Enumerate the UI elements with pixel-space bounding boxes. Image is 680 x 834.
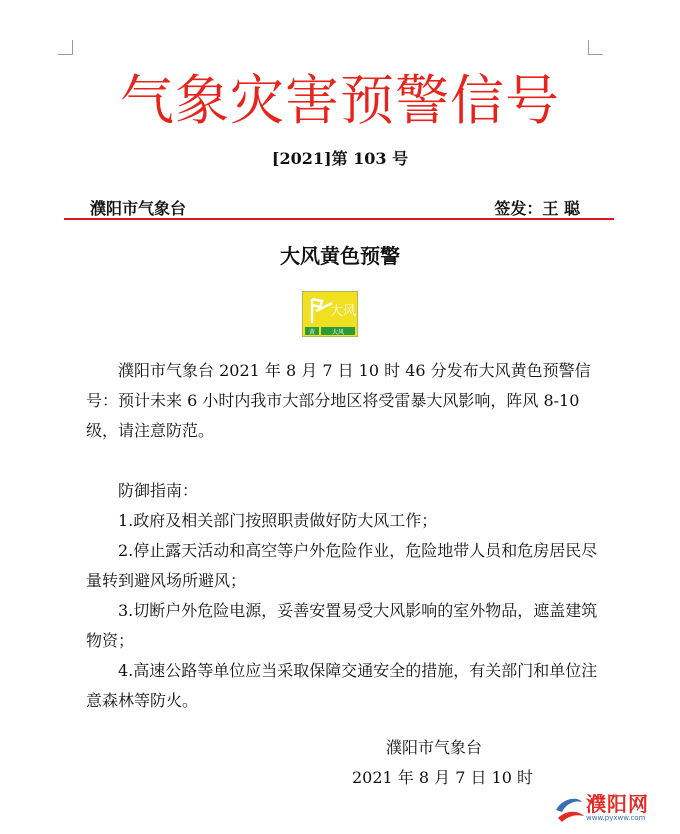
document-body [86, 356, 598, 716]
document-headline: 气象灾害预警信号 [120, 69, 560, 132]
guide-item: 4.高速公路等单位应当采取保障交通安全的措施，有关部门和单位注意森林等防火。 [86, 661, 598, 710]
site-watermark [552, 788, 672, 828]
crop-mark-top-right [588, 40, 603, 55]
signal-caption-right: 大风 [331, 329, 345, 336]
document-number: [2021]第 103 号 [271, 149, 409, 168]
gale-yellow-warning-icon [302, 291, 358, 337]
watermark-url: www.pyxww.com [586, 814, 646, 822]
signer-name: 签发：王 聪 [494, 199, 580, 218]
signature-date: 2021 年 8 月 7 日 10 时 [352, 768, 534, 787]
announcement-paragraph: 濮阳市气象台 2021 年 8 月 7 日 10 时 46 分发布大风黄色预警信号：预计未来 6 小时内我市大部分地区将受雷暴大风影响，阵风 8-10 级，请注意防范。 [86, 361, 591, 440]
issuer-name: 濮阳市气象台 [90, 199, 187, 218]
signal-caption-left: 黄 [308, 329, 316, 336]
warning-title: 大风黄色预警 [280, 244, 400, 268]
signature-organization: 濮阳市气象台 [386, 738, 483, 757]
crop-mark-top-left [58, 40, 73, 55]
watermark-name: 濮阳网 [586, 792, 649, 816]
guide-item: 2.停止露天活动和高空等户外危险作业，危险地带人员和危房居民尽量转到避风场所避风； [86, 541, 598, 590]
guide-item: 3.切断户外危险电源，妥善安置易受大风影响的室外物品，遮盖建筑物资； [86, 601, 598, 650]
watermark-logo-icon [552, 788, 586, 828]
signal-label: 大风 [329, 304, 357, 319]
guide-item: 1.政府及相关部门按照职责做好防大风工作； [118, 511, 438, 530]
red-divider-line [64, 218, 614, 220]
guide-heading: 防御指南： [118, 481, 199, 500]
